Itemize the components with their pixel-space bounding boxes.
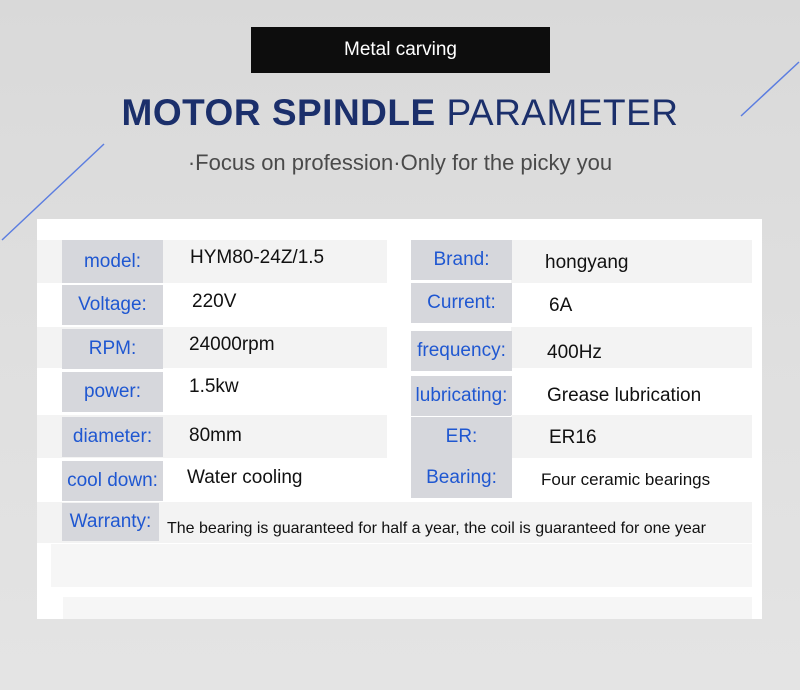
spec-label-frequency: frequency: (411, 331, 512, 371)
spec-value-current: 6A (549, 295, 573, 316)
spec-value-er: ER16 (549, 427, 597, 448)
spec-value-voltage: 220V (192, 291, 237, 312)
title-bold: MOTOR SPINDLE (121, 92, 436, 133)
spec-label-lubricating: lubricating: (411, 376, 512, 416)
category-banner (251, 27, 550, 73)
spec-label-voltage: Voltage: (62, 285, 163, 325)
spec-value-diameter: 80mm (189, 425, 242, 446)
spec-label-brand: Brand: (411, 240, 512, 280)
spec-label-warranty: Warranty: (62, 503, 159, 541)
title-light: PARAMETER (446, 92, 679, 133)
spec-value-lubricating: Grease lubrication (547, 385, 702, 406)
spec-value-frequency: 400Hz (547, 342, 602, 363)
spec-value-brand: hongyang (545, 252, 629, 273)
spec-value-power: 1.5kw (189, 376, 239, 397)
spec-value-bearing: Four ceramic bearings (541, 470, 711, 489)
spec-label-bearing: Bearing: (411, 457, 512, 498)
spec-value-warranty: The bearing is guaranteed for half a year, the coil is guaranteed for one year (167, 520, 707, 537)
spec-value-cool-down: Water cooling (187, 467, 303, 488)
spec-label-diameter: diameter: (62, 417, 163, 457)
empty-row (63, 597, 752, 619)
spec-label-er: ER: (411, 417, 512, 457)
spec-label-rpm: RPM: (62, 329, 163, 369)
category-banner-text: Metal carving (344, 39, 457, 60)
spec-value-model: HYM80-24Z/1.5 (190, 247, 325, 268)
spec-label-power: power: (62, 372, 163, 412)
spec-value-rpm: 24000rpm (189, 334, 275, 355)
empty-row (51, 544, 752, 587)
spec-label-cool-down: cool down: (62, 461, 163, 501)
spec-table (37, 219, 762, 619)
spec-label-current: Current: (411, 283, 512, 323)
spec-label-model: model: (62, 240, 163, 283)
page-title (0, 92, 800, 134)
tagline: ·Focus on profession·Only for the picky you (187, 150, 613, 175)
row-bg (511, 415, 752, 458)
